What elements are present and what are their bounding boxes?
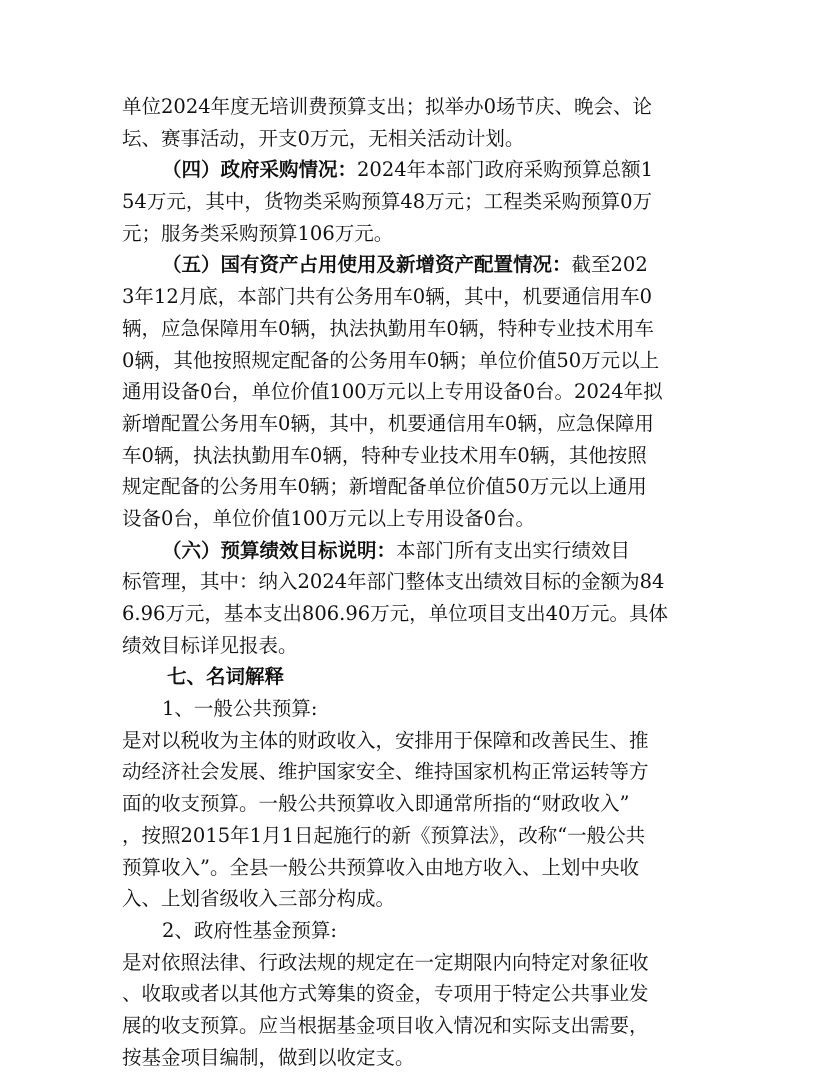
text-line: 规定配备的公务用车0辆；新增配备单位价值50万元以上通用 <box>122 475 647 499</box>
text-line: 通用设备0台，单位价值100万元以上专用设备0台。2024年拟 <box>122 380 663 404</box>
section-heading-performance: （六）预算绩效目标说明：本部门所有支出实行绩效目 <box>162 538 631 562</box>
glossary-term-heading: 1、一般公共预算: <box>162 697 318 721</box>
text-line: 动经济社会发展、维护国家安全、维持国家机构正常运转等方 <box>122 760 649 784</box>
section-heading-assets: （五）国有资产占用使用及新增资产配置情况：截至202 <box>162 253 648 277</box>
text-line: 元；服务类采购预算106万元。 <box>122 221 394 245</box>
text-line: 面的收支预算。一般公共预算收入即通常所指的“财政收入” <box>122 792 630 816</box>
text-line: 预算收入”。全县一般公共预算收入由地方收入、上划中央收 <box>122 855 639 879</box>
text-line: 绩效目标详见报表。 <box>122 633 298 657</box>
text-line: 新增配置公务用车0辆，其中，机要通信用车0辆，应急保障用 <box>122 411 654 435</box>
document-body <box>122 91 702 1073</box>
section-label: 七、名词解释 <box>167 665 285 689</box>
glossary-term-heading: 2、政府性基金预算: <box>162 918 337 942</box>
text-line: 0辆，其他按照规定配备的公务用车0辆；单位价值50万元以上 <box>122 348 660 372</box>
text-line: 是对以税收为主体的财政收入，安排用于保障和改善民生、推 <box>122 728 649 752</box>
text-line: 按基金项目编制，做到以收定支。 <box>122 1045 415 1069</box>
text-line: 是对依照法律、行政法规的规定在一定期限内向特定对象征收 <box>122 950 649 974</box>
section-label: （四）政府采购情况： <box>162 158 358 182</box>
text-line: 车0辆，执法执勤用车0辆，特种专业技术用车0辆，其他按照 <box>122 443 647 467</box>
text-line: 设备0台，单位价值100万元以上专用设备0台。 <box>122 506 536 530</box>
text-line: ，按照2015年1月1日起施行的新《预算法》，改称“一般公共 <box>122 823 646 847</box>
text-line: 展的收支预算。应当根据基金项目收入情况和实际支出需要， <box>122 1013 649 1037</box>
section-label: （六）预算绩效目标说明： <box>162 538 397 562</box>
text-line: 54万元，其中，货物类采购预算48万元；工程类采购预算0万 <box>122 190 653 214</box>
text-line: 入、上划省级收入三部分构成。 <box>122 887 396 911</box>
text-line: 6.96万元，基本支出806.96万元，单位项目支出40万元。具体 <box>122 602 668 625</box>
text-line: 坛、赛事活动，开支0万元，无相关活动计划。 <box>122 126 525 150</box>
section-heading-glossary <box>122 661 702 693</box>
text-line: 标管理，其中：纳入2024年部门整体支出绩效目标的金额为84 <box>122 570 665 594</box>
section-heading-procurement: （四）政府采购情况：2024年本部门政府采购预算总额1 <box>162 158 654 182</box>
section-label: （五）国有资产占用使用及新增资产配置情况： <box>162 253 572 277</box>
text-line: 、收取或者以其他方式筹集的资金，专项用于特定公共事业发 <box>122 982 649 1006</box>
text-line: 单位2024年度无培训费预算支出；拟举办0场节庆、晚会、论 <box>122 95 653 118</box>
text-line: 3年12月底，本部门共有公务用车0辆，其中，机要通信用车0 <box>122 285 653 309</box>
text-line: 辆，应急保障用车0辆，执法执勤用车0辆，特种专业技术用车 <box>122 316 654 340</box>
